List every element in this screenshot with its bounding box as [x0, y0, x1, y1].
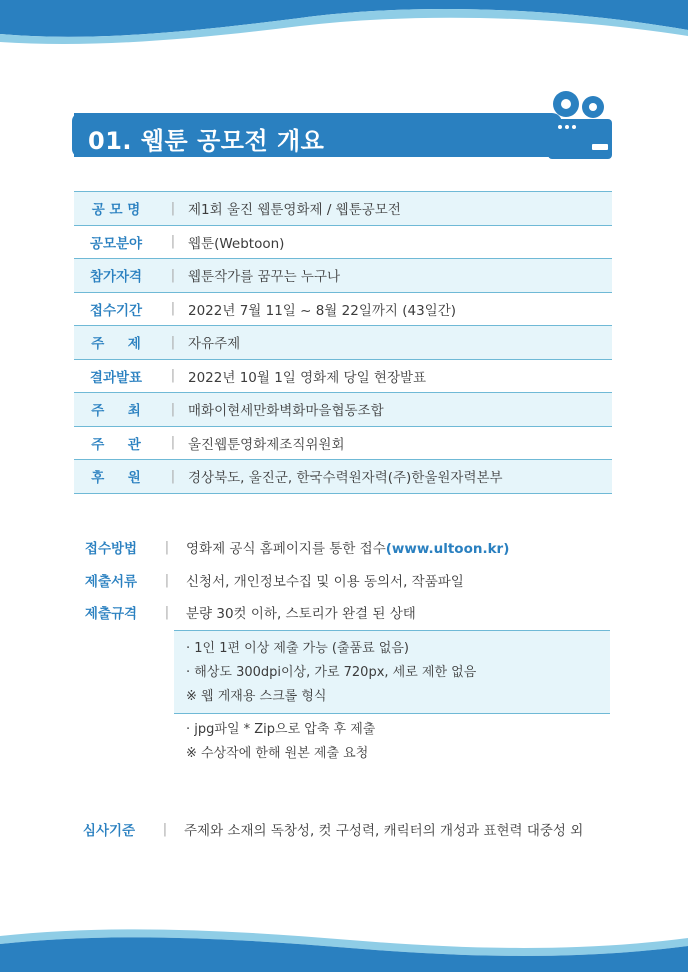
- row-label: 주 제: [91, 336, 141, 353]
- submission-method-label: 접수방법: [84, 541, 138, 557]
- row-value: 울진웹툰영화제조직위원회: [188, 436, 345, 453]
- row-value: 경상북도, 울진군, 한국수력원자력(주)한울원자력본부: [188, 470, 503, 487]
- documents-value: 신청서, 개인정보수집 및 이용 동의서, 작품파일: [186, 574, 464, 590]
- row-label: 공 모 명: [91, 202, 141, 219]
- row-separator: |: [170, 435, 176, 451]
- row-separator: |: [170, 234, 176, 250]
- rules-label: 제출규격: [84, 606, 138, 622]
- row-value: 제1회 울진 웹툰영화제 / 웹툰공모전: [188, 202, 401, 219]
- submission-method-value: [186, 537, 509, 557]
- documents-label: 제출서류: [84, 574, 138, 590]
- section-title-bar: [74, 113, 562, 157]
- row-value: 웹툰(Webtoon): [188, 235, 285, 252]
- row-label: 접수기간: [89, 302, 143, 319]
- row-separator: |: [164, 572, 170, 588]
- criteria-value: 주제와 소재의 독창성, 컷 구성력, 캐릭터의 개성과 표현력 대중성 외: [184, 823, 584, 839]
- row-separator: |: [162, 821, 168, 837]
- website-link[interactable]: (www.ultoon.kr): [385, 541, 510, 557]
- rules-extra-line: ※ 수상작에 한해 원본 제출 요청: [186, 746, 369, 761]
- row-separator: |: [170, 468, 176, 484]
- submission-method-text: 영화제 공식 홈페이지를 통한 접수: [186, 541, 386, 557]
- row-separator: |: [170, 334, 176, 350]
- row-value: 2022년 7월 11일 ~ 8월 22일까지 (43일간): [188, 302, 457, 319]
- row-separator: |: [164, 604, 170, 620]
- row-separator: |: [170, 267, 176, 283]
- film-camera-icon: [544, 88, 618, 160]
- criteria-row: [72, 819, 652, 839]
- rules-row: [74, 602, 634, 622]
- row-label: 주 관: [91, 436, 141, 453]
- rules-detail-line: ※ 웹 게재용 스크롤 형식: [186, 689, 327, 704]
- rules-detail-line: · 해상도 300dpi이상, 가로 720px, 세로 제한 없음: [186, 665, 477, 680]
- row-value: 자유주제: [188, 336, 241, 353]
- row-separator: |: [170, 301, 176, 317]
- rules-extra-line: · jpg파일 * Zip으로 압축 후 제출: [186, 722, 376, 737]
- row-separator: |: [164, 539, 170, 555]
- table-row: [74, 292, 612, 326]
- row-label: 참가자격: [89, 269, 143, 286]
- rules-detail-line: · 1인 1편 이상 제출 가능 (출품료 없음): [186, 641, 409, 656]
- row-value: 매화이현세만화벽화마을협동조합: [188, 403, 384, 420]
- criteria-label: 심사기준: [82, 823, 136, 839]
- bottom-wave-decoration: [0, 912, 688, 972]
- row-separator: |: [170, 368, 176, 384]
- row-label: 공모분야: [89, 235, 143, 252]
- row-separator: |: [170, 401, 176, 417]
- table-row: [74, 426, 612, 460]
- table-row: [74, 258, 612, 292]
- row-label: 결과발표: [89, 369, 143, 386]
- table-row: [74, 392, 612, 426]
- row-value: 웹툰작가를 꿈꾸는 누구나: [188, 269, 341, 286]
- top-wave-decoration: [0, 0, 688, 60]
- table-row: [74, 359, 612, 393]
- section-title: 01. 웹툰 공모전 개요: [88, 127, 325, 155]
- submission-method-row: [74, 537, 634, 557]
- table-row: [74, 191, 612, 225]
- table-row: [74, 225, 612, 259]
- documents-row: [74, 570, 634, 590]
- table-row: [74, 459, 612, 494]
- rules-value: 분량 30컷 이하, 스토리가 완결 된 상태: [186, 606, 416, 622]
- table-row: [74, 325, 612, 359]
- row-value: 2022년 10월 1일 영화제 당일 현장발표: [188, 369, 427, 386]
- row-separator: |: [170, 200, 176, 216]
- row-label: 후 원: [91, 470, 141, 487]
- overview-table: [74, 191, 612, 494]
- row-label: 주 최: [91, 403, 141, 420]
